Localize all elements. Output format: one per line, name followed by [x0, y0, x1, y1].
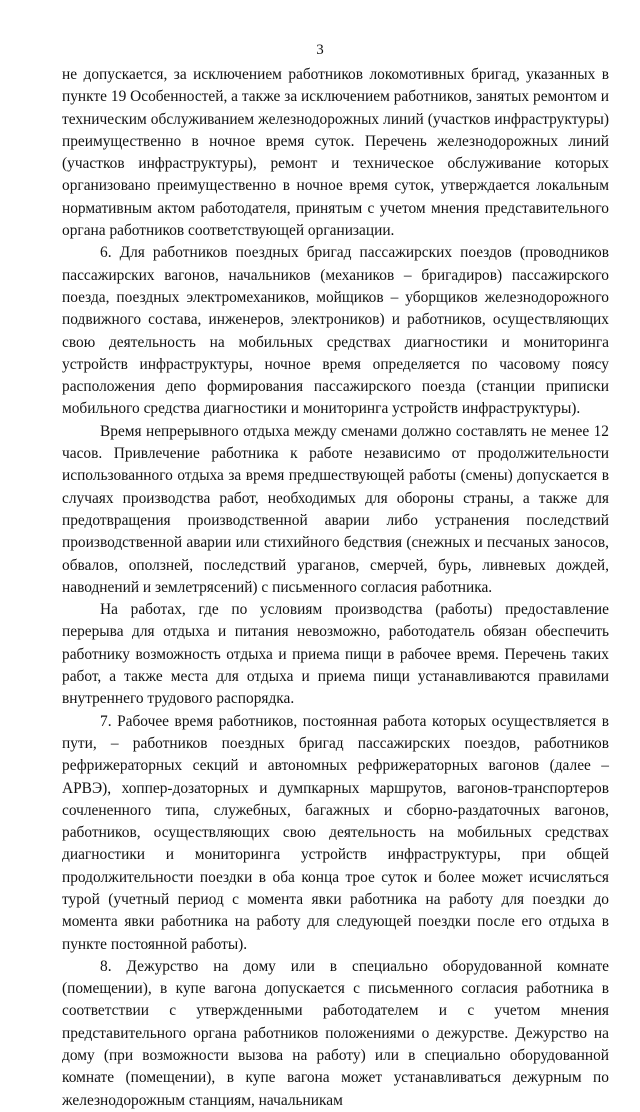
page-number: 3 — [316, 42, 324, 58]
paragraph-item-7: 7. Рабочее время работников, постоянная работа которых осуществляется в пути, – работников поездных бригад пассажирских поездов, работников рефрижераторных секций и автономных рефрижераторных вагонов (далее – АРВЭ), хоппер-дозаторных и думпкарных маршрутов, вагонов-транспортеров сочлененного типа, служебных, багажных и сборно-раздаточных вагонов, работников, осуществляющих свою деятельность на мобильных средствах диагностики и мониторинга устройств инфраструктуры, при общей продолжительности поездки в оба конца трое суток и более может исчисляться турой (учетный период с момента явки работника на работу для поездки до момента явки работника на работу для следующей поездки после его отдыха в пункте постоянной работы). — [62, 712, 609, 953]
paragraph-continuation: не допускается, за исключением работников локомотивных бригад, указанных в пункте 19 Особенностей, а также за исключением работников, занятых ремонтом и техническим обслуживанием железнодорожных линий (участков инфраструктуры) преимущественно в ночное время суток. Перечень железнодорожных линий (участков инфраструктуры), ремонт и техническое обслуживание которых организовано преимущественно в ночное время суток, утверждается локальным нормативным актом работодателя, принятым с учетом мнения представительного органа работников соответствующей организации. — [62, 66, 609, 240]
document-body — [62, 64, 609, 1112]
paragraph-rest-time: Время непрерывного отдыха между сменами должно составлять не менее 12 часов. Привлечение работника к работе независимо от продолжительности использованного отдыха за время предшествующей работы (смены) допускается в случаях производства работ, необходимых для обороны страны, а также для предотвращения производственной аварии либо устранения последствий производственной аварии или стихийного бедствия (снежных и песчаных заносов, обвалов, оползней, последствий ураганов, смерчей, бурь, ливневых дождей, наводнений и землетрясений) с письменного согласия работника. — [62, 422, 609, 596]
paragraph-meal-break: На работах, где по условиям производства (работы) предоставление перерыва для отдыха и питания невозможно, работодатель обязан обеспечить работнику возможность отдыха и приема пищи в рабочее время. Перечень таких работ, а также места для отдыха и приема пищи устанавливаются правилами внутреннего трудового распорядка. — [62, 601, 609, 708]
paragraph-item-8: 8. Дежурство на дому или в специально оборудованной комнате (помещении), в купе вагона допускается с письменного согласия работника в соответствии с утвержденными работодателем и с учетом мнения представительного органа работников положениями о дежурстве. Дежурство на дому (при возможности вызова на работу) или в специально оборудованной комнате (помещении), в купе вагона может устанавливаться дежурным по железнодорожным станциям, начальникам — [62, 957, 609, 1109]
paragraph-item-6: 6. Для работников поездных бригад пассажирских поездов (проводников пассажирских вагонов, начальников (механиков – бригадиров) пассажирского поезда, поездных электромехаников, мойщиков – уборщиков железнодорожного подвижного состава, инженеров, электроников) и работников, осуществляющих свою деятельность на мобильных средствах диагностики и мониторинга устройств инфраструктуры, ночное время определяется по часовому поясу расположения депо формирования пассажирского поезда (станции приписки мобильного средства диагностики и мониторинга устройств инфраструктуры). — [62, 244, 609, 418]
